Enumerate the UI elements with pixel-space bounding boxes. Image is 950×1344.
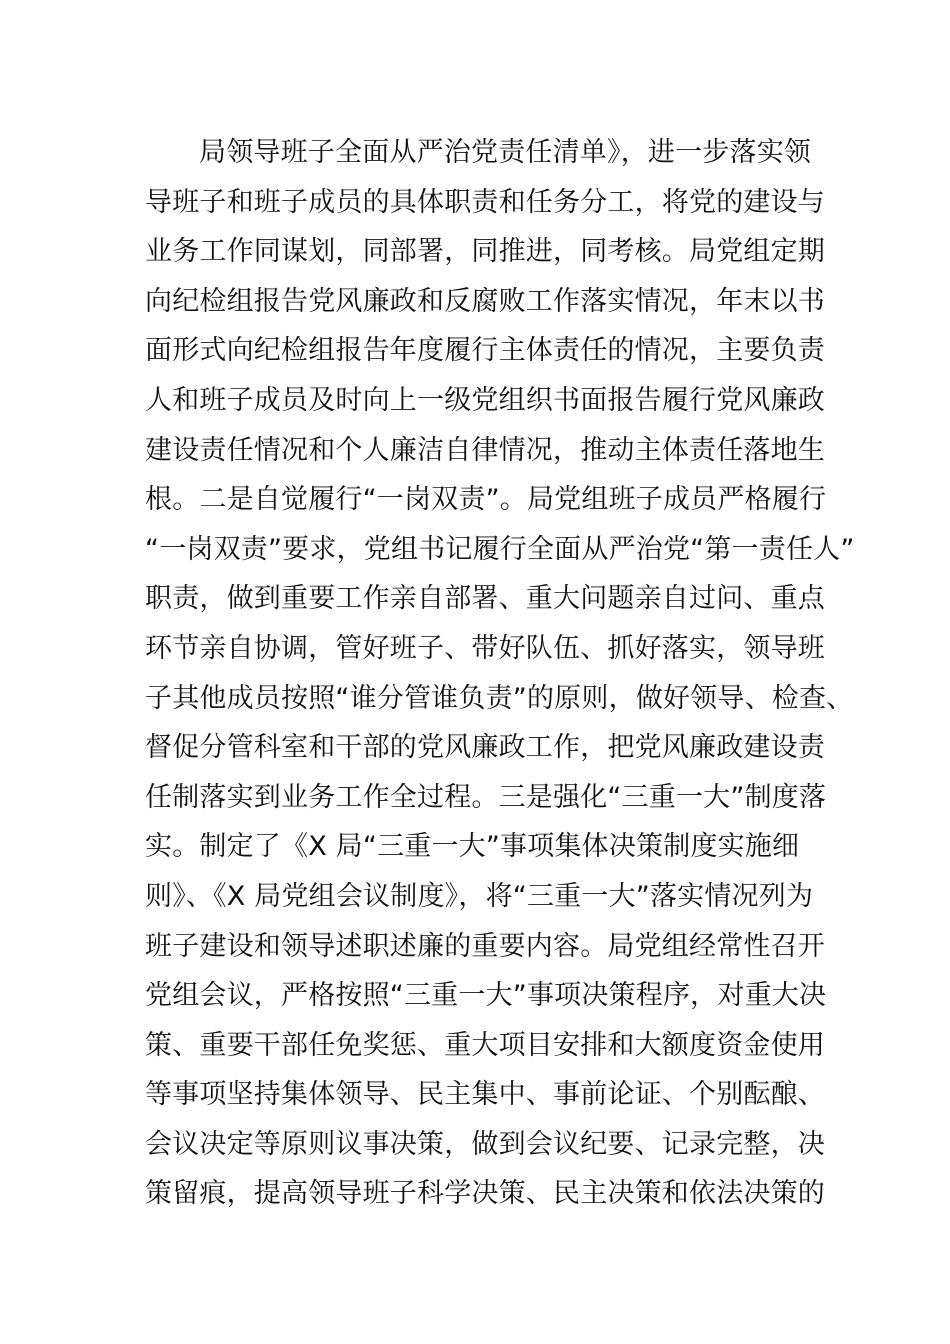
text-line: 等事项坚持集体领导、民主集中、事前论证、个别酝酿、 xyxy=(145,1079,825,1111)
text-line: 建设责任情况和个人廉洁自律情况，推动主体责任落地生 xyxy=(145,434,825,466)
text-line: 党组会议，严格按照“三重一大”事项决策程序，对重大决 xyxy=(145,980,827,1012)
text-line: 业务工作同谋划，同部署，同推进，同考核。局党组定期 xyxy=(145,236,825,268)
body-paragraph xyxy=(145,128,855,1219)
text-line: 根。二是自觉履行“一岗双责”。局党组班子成员严格履行 xyxy=(145,484,827,516)
text-line: 督促分管科室和干部的党风廉政工作，把党风廉政建设责 xyxy=(145,732,825,764)
text-line: 人和班子成员及时向上一级党组织书面报告履行党风廉政 xyxy=(145,384,825,416)
text-line: 导班子和班子成员的具体职责和任务分工，将党的建设与 xyxy=(145,186,825,218)
text-line: “一岗双责”要求，党组书记履行全面从严治党“第一责任人” xyxy=(145,533,855,565)
text-line: 策留痕，提高领导班子科学决策、民主决策和依法决策的 xyxy=(145,1178,825,1210)
text-line: 职责，做到重要工作亲自部署、重大问题亲自过问、重点 xyxy=(145,583,825,615)
text-line: 会议决定等原则议事决策，做到会议纪要、记录完整，决 xyxy=(145,1128,825,1160)
text-line: 任制落实到业务工作全过程。三是强化“三重一大”制度落 xyxy=(145,781,827,813)
text-line: 班子建设和领导述职述廉的重要内容。局党组经常性召开 xyxy=(145,930,825,962)
text-line: 局领导班子全面从严治党责任清单》，进一步落实领 xyxy=(199,137,812,168)
text-line: 实。制定了《X 局“三重一大”事项集体决策制度实施细 xyxy=(145,831,800,863)
text-line: 环节亲自协调，管好班子、带好队伍、抓好落实，领导班 xyxy=(145,632,825,664)
text-line: 策、重要干部任免奖惩、重大项目安排和大额度资金使用 xyxy=(145,1029,825,1061)
text-line: 面形式向纪检组报告年度履行主体责任的情况，主要负责 xyxy=(145,335,825,367)
text-line: 子其他成员按照“谁分管谁负责”的原则，做好领导、检查、 xyxy=(145,682,854,714)
text-line: 向纪检组报告党风廉政和反腐败工作落实情况，年末以书 xyxy=(145,285,825,317)
text-line: 则》、《X 局党组会议制度》，将“三重一大”落实情况列为 xyxy=(145,880,814,912)
